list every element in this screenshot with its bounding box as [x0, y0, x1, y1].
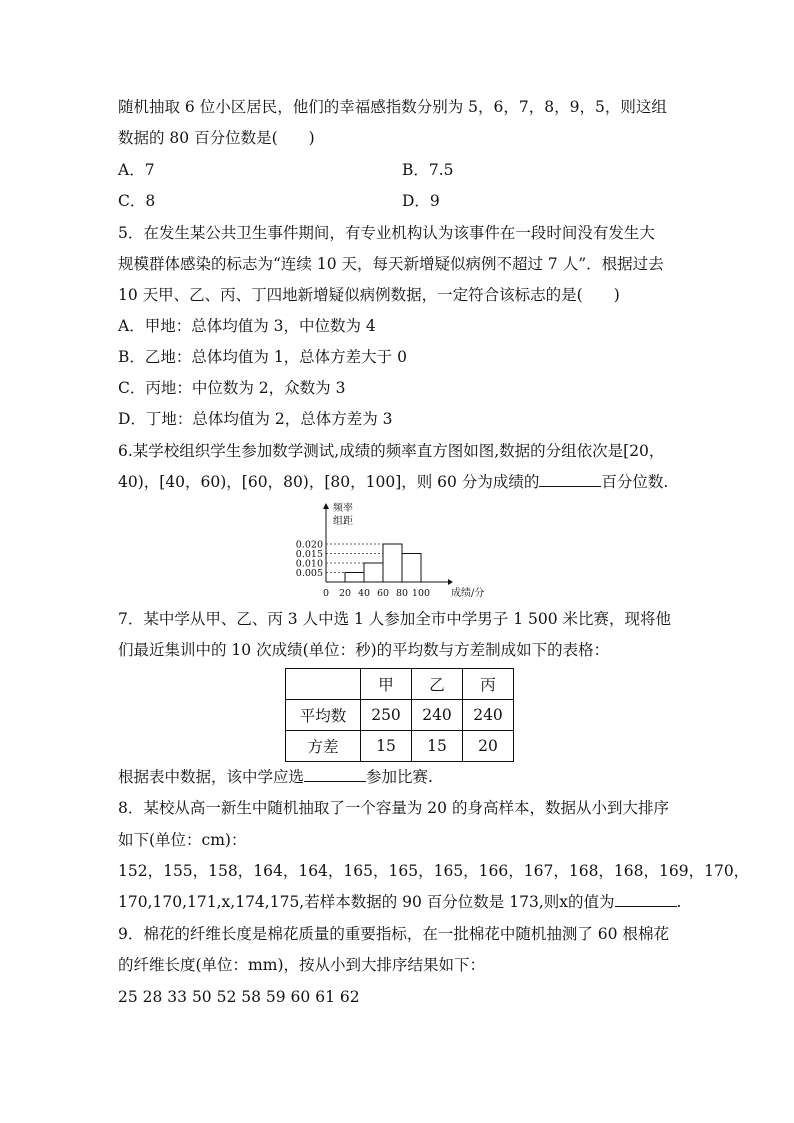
q8-line-4-text: 170,170,171,x,174,175,若样本数据的 90 百分位数是 173,则x的值为 [118, 893, 615, 911]
frequency-histogram [296, 502, 526, 602]
table-header-cell: 丙 [463, 669, 514, 700]
q8-line-1: 8．某校从高一新生中随机抽取了一个容量为 20 的身高样本，数据从小到大排序 [118, 799, 669, 817]
y-tick-label: 0.010 [296, 558, 323, 570]
y-label-bottom: 组距 [333, 516, 353, 527]
y-tick-label: 0.005 [296, 568, 323, 579]
table-cell: 20 [463, 731, 514, 762]
histogram-bar [345, 573, 364, 583]
table-header-row [286, 669, 514, 700]
q5-option-c: C．丙地：中位数为 2，众数为 3 [118, 379, 346, 397]
table-row [286, 731, 514, 762]
q4-option-c: C．8 [118, 192, 156, 210]
table-cell: 240 [463, 700, 514, 731]
q9-line-2: 的纤维长度(单位：mm)，按从小到大排序结果如下： [118, 956, 485, 974]
q4-option-d: D．9 [402, 192, 440, 210]
histogram-bar [383, 544, 402, 582]
answer-blank [539, 472, 601, 487]
q7-line-3 [118, 767, 433, 787]
y-axis-arrow [323, 503, 329, 509]
q5-option-d: D．丁地：总体均值为 2，总体方差为 3 [118, 410, 393, 428]
table-cell: 15 [412, 731, 463, 762]
table-cell: 250 [361, 700, 412, 731]
table-cell: 平均数 [286, 700, 361, 731]
q8-line-4 [118, 892, 681, 912]
q4-line-2: 数据的 80 百分位数是( ) [118, 129, 315, 147]
table-cell: 方差 [286, 731, 361, 762]
q8-line-3: 152，155，158，164，164，165，165，165，166，167，168，168，169，170， [118, 862, 750, 880]
y-label-top: 频率 [333, 503, 353, 514]
x-tick-label: 100 [411, 588, 431, 599]
x-axis-arrow [448, 579, 453, 585]
x-axis-label: 成绩/分 [451, 588, 485, 599]
histogram-bar [364, 563, 383, 582]
q4-option-b: B．7.5 [402, 161, 454, 179]
table-cell: 240 [412, 700, 463, 731]
table-row [286, 700, 514, 731]
q6-line-1: 6.某学校组织学生参加数学测试,成绩的频率直方图如图,数据的分组依次是[20， [118, 442, 665, 460]
q5-line-2: 规模群体感染的标志为“连续 10 天，每天新增疑似病例不超过 7 人”．根据过去 [118, 255, 664, 273]
q6-line-2-text: 40)，[40，60)，[60，80)，[80，100]，则 60 分为成绩的 [118, 473, 540, 491]
q8-line-2: 如下(单位：cm)： [118, 831, 247, 849]
y-tick-label: 0.020 [296, 539, 323, 551]
q5-line-1: 5．在发生某公共卫生事件期间，有专业机构认为该事件在一段时间没有发生大 [118, 224, 655, 242]
q5-line-3: 10 天甲、乙、丙、丁四地新增疑似病例数据，一定符合该标志的是( ) [118, 286, 620, 304]
y-tick-label: 0.015 [296, 549, 323, 560]
q7-line-3-text: 根据表中数据，该中学应选 [118, 768, 305, 786]
scores-table [285, 668, 514, 762]
q9-line-1: 9．棉花的纤维长度是棉花质量的重要指标，在一批棉花中随机抽测了 60 根棉花 [118, 925, 669, 943]
x-tick-label: 20 [338, 588, 352, 599]
table-cell: 15 [361, 731, 412, 762]
q4-line-1: 随机抽取 6 位小区居民，他们的幸福感指数分别为 5，6，7，8，9，5，则这组 [118, 98, 667, 116]
table-header-cell: 乙 [412, 669, 463, 700]
answer-blank [615, 892, 677, 907]
q8-line-4-tail: . [676, 893, 682, 911]
q5-option-a: A．甲地：总体均值为 3，中位数为 4 [118, 317, 376, 335]
q9-line-3: 25 28 33 50 52 58 59 60 61 62 [118, 988, 360, 1006]
histogram-bar [402, 554, 421, 583]
x-tick-label: 60 [376, 588, 390, 599]
q5-option-b: B．乙地：总体均值为 1，总体方差大于 0 [118, 348, 407, 366]
x-tick-label: 0 [322, 588, 330, 599]
answer-blank [304, 767, 366, 782]
q6-line-2 [118, 472, 668, 492]
q4-option-a: A．7 [118, 161, 155, 179]
x-tick-label: 40 [357, 588, 371, 599]
table-header-cell: 甲 [361, 669, 412, 700]
q7-line-2: 们最近集训中的 10 次成绩(单位：秒)的平均数与方差制成如下的表格： [118, 641, 610, 659]
x-tick-label: 80 [395, 588, 409, 599]
q7-line-3-tail: 参加比赛. [366, 768, 433, 786]
table-header-cell [286, 669, 361, 700]
q7-line-1: 7．某中学从甲、乙、丙 3 人中选 1 人参加全市中学男子 1 500 米比赛，现将他 [118, 610, 672, 628]
q6-line-2-tail: 百分位数. [601, 473, 669, 491]
